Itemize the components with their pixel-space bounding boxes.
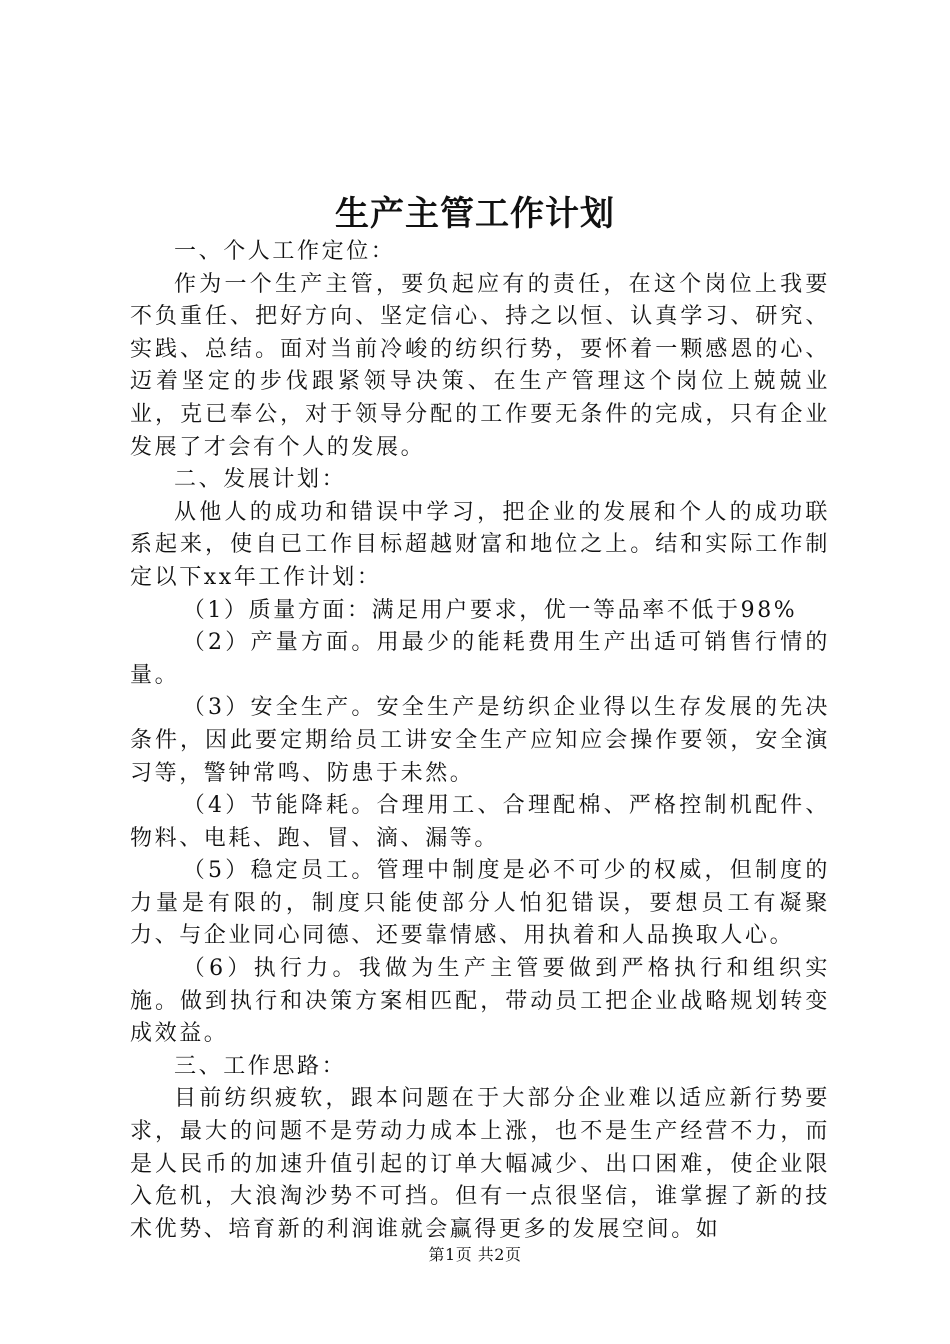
plan-item-quality: （1）质量方面：满足用户要求，优一等品率不低于98% [182, 597, 798, 623]
document-title: 生产主管工作计划 [335, 194, 615, 234]
section-heading-1: 一、个人工作定位： [174, 239, 396, 264]
plan-item-output: （2）产量方面。用最少的能耗费用生产出适可销售行情的量。 [130, 630, 830, 688]
section-heading-2: 二、发展计划： [174, 467, 347, 493]
paragraph-plan-intro: 从他人的成功和错误中学习，把企业的发展和个人的成功联系起来，使自已工作目标超越财富和地位之上。结和实际工作制定以下xx年工作计划： [130, 499, 830, 590]
plan-item-safety: （3）安全生产。安全生产是纺织企业得以生存发展的先决条件，因此要定期给员工讲安全生产应知应会操作要领，安全演习等，警钟常鸣、防患于未然。 [130, 695, 830, 786]
page-footer: 第1页 共2页 [428, 1245, 522, 1264]
paragraph-work-ideas: 目前纺织疲软，跟本问题在于大部分企业难以适应新行势要求，最大的问题不是劳动力成本上涨，也不是生产经营不力，而是人民币的加速升值引起的订单大幅减少、出口困难，使企业限入危机，大浪淘沙势不可挡。但有一点很坚信，谁掌握了新的技术优势、培育新的利润谁就会赢得更多的发展空间。如 [130, 1086, 830, 1242]
paragraph-positioning: 作为一个生产主管，要负起应有的责任，在这个岗位上我要不负重任、把好方向、坚定信心、持之以恒、认真学习、研究、实践、总结。面对当前冷峻的纺织行势，要怀着一颗感恩的心、迈着坚定的步伐跟紧领导决策、在生产管理这个岗位上兢兢业业，克已奉公，对于领导分配的工作要无条件的完成，只有企业发展了才会有个人的发展。 [130, 271, 830, 460]
section-heading-3: 三、工作思路： [174, 1053, 347, 1079]
plan-item-energy: （4）节能降耗。合理用工、合理配棉、严格控制机配件、物料、电耗、跑、冒、滴、漏等。 [130, 793, 830, 851]
document-body [130, 236, 830, 1246]
plan-item-execution: （6）执行力。我做为生产主管要做到严格执行和组织实施。做到执行和决策方案相匹配，带动员工把企业战略规划转变成效益。 [130, 956, 830, 1047]
plan-item-staff: （5）稳定员工。管理中制度是必不可少的权威，但制度的力量是有限的，制度只能使部分人怕犯错误，要想员工有凝聚力、与企业同心同德、还要靠情感、用执着和人品换取人心。 [130, 858, 830, 949]
